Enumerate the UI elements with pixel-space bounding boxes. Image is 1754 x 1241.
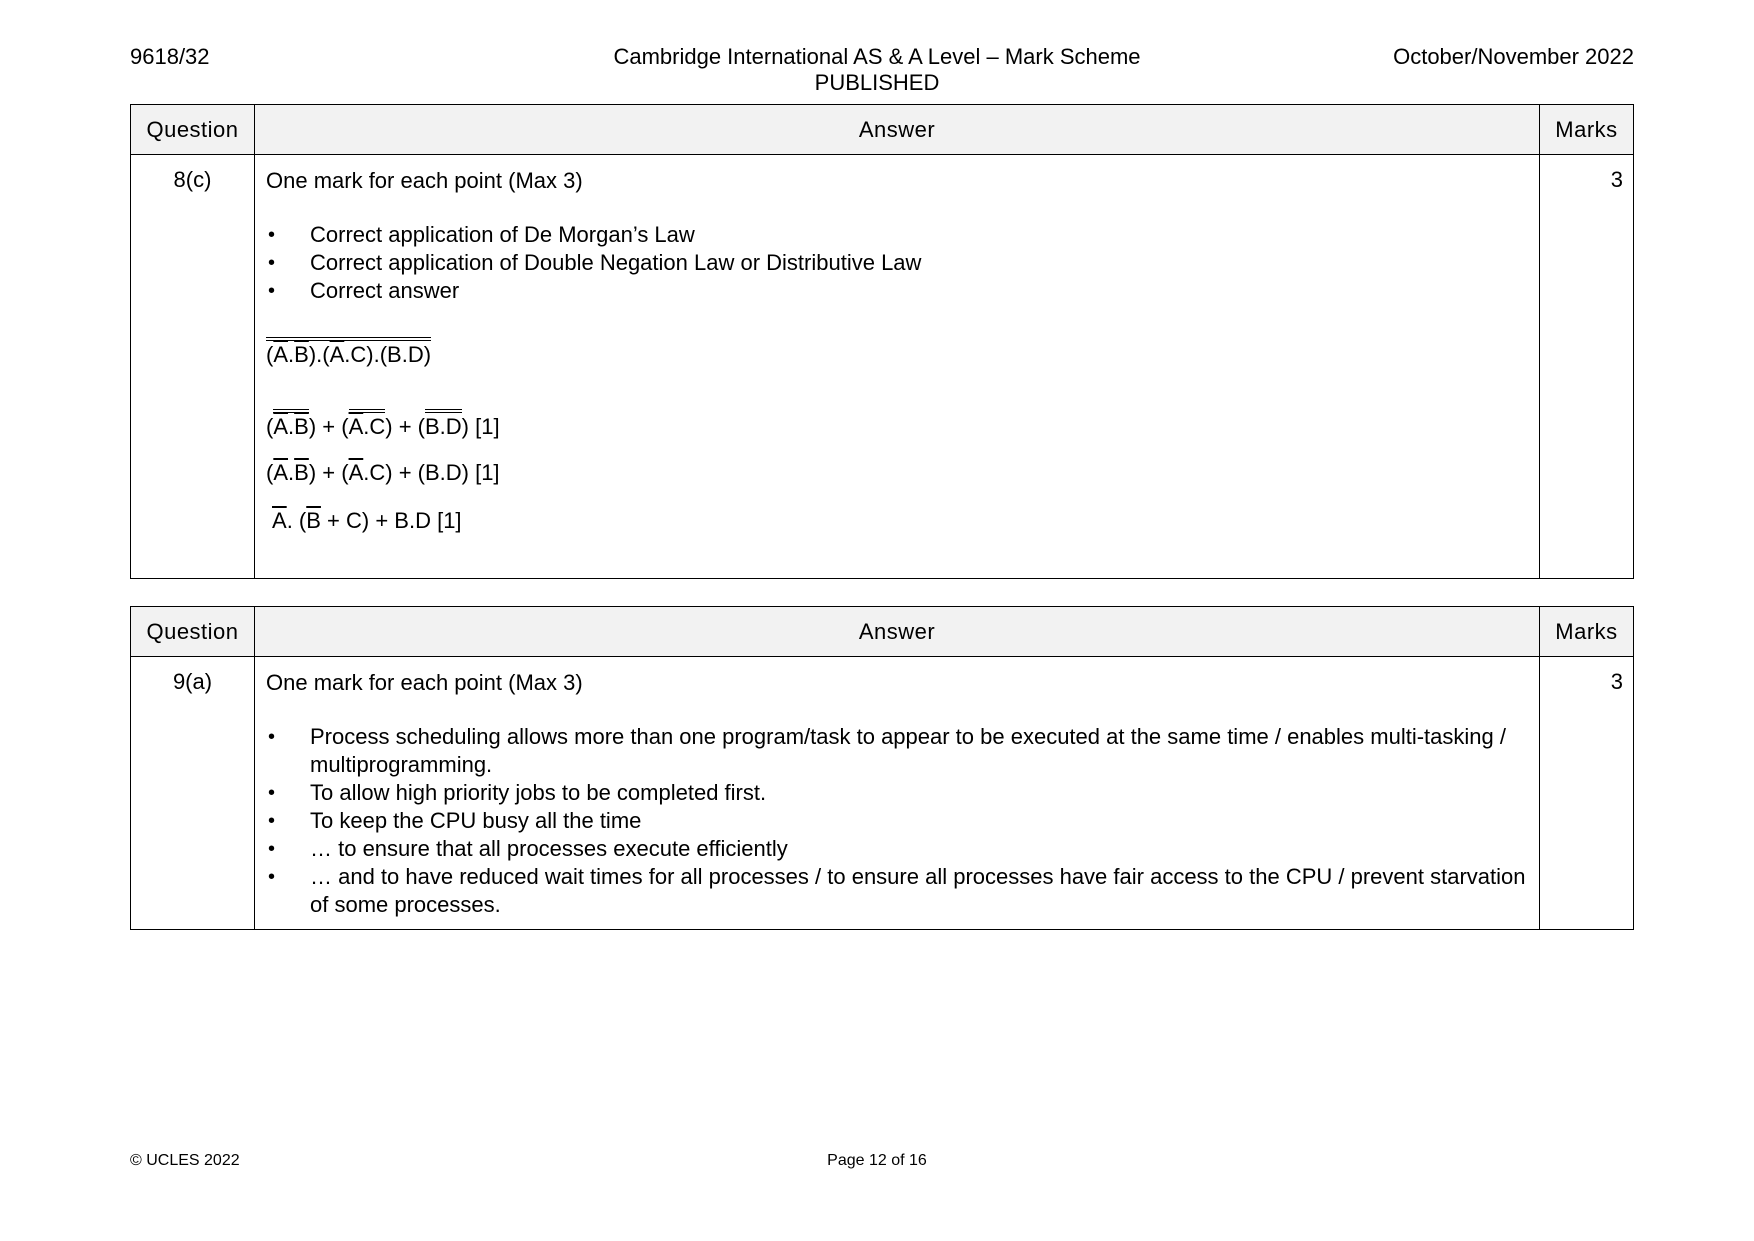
list-item: • … and to have reduced wait times for all processes / to ensure all processes have fair access to the CPU / prevent starvation of some processes. xyxy=(266,863,1529,919)
table-row xyxy=(131,155,1634,579)
question-header: Question xyxy=(131,607,255,657)
mark-scheme-table-9a xyxy=(130,606,1634,930)
answer-cell xyxy=(255,155,1540,579)
answer-cell xyxy=(255,657,1540,930)
mark-points-list xyxy=(266,221,1529,305)
overbar-group: B.D xyxy=(425,409,462,438)
exam-session: October/November 2022 xyxy=(1393,44,1634,69)
list-item: • Correct application of Double Negation Law or Distributive Law xyxy=(266,249,1529,277)
page-number: Page 12 of 16 xyxy=(827,1152,927,1169)
list-item: • Process scheduling allows more than one program/task to appear to be executed at the same time / enables multi-tasking / multiprogramming. xyxy=(266,723,1529,779)
overbar-group: $(\overline{A}.\overline{B}).(\overline{A}.C).(B.D)$ xyxy=(266,337,431,366)
overbar-group: $\overline{A}.C$ xyxy=(349,409,386,438)
answer-header: Answer xyxy=(255,105,1540,155)
marks-value: 3 xyxy=(1540,155,1634,579)
question-number: 9(a) xyxy=(131,657,255,930)
list-item: • To keep the CPU busy all the time xyxy=(266,807,1529,835)
list-item: • Correct answer xyxy=(266,277,1529,305)
question-number: 8(c) xyxy=(131,155,255,579)
marks-header: Marks xyxy=(1540,607,1634,657)
marks-value: 3 xyxy=(1540,657,1634,930)
mark-points-list xyxy=(266,723,1529,919)
list-item: • To allow high priority jobs to be completed first. xyxy=(266,779,1529,807)
list-item: • Correct application of De Morgan’s Law xyxy=(266,221,1529,249)
title-line: Cambridge International AS & A Level – Mark Scheme xyxy=(613,44,1141,69)
answer-intro: One mark for each point (Max 3) xyxy=(266,168,583,193)
paper-code: 9618/32 xyxy=(130,44,210,69)
copyright-notice: © UCLES 2022 xyxy=(130,1152,240,1169)
overbar-group: $\overline{A}.\overline{B}$ xyxy=(273,409,309,438)
list-item: • … to ensure that all processes execute efficiently xyxy=(266,835,1529,863)
table-row xyxy=(131,657,1634,930)
marks-header: Marks xyxy=(1540,105,1634,155)
answer-header: Answer xyxy=(255,607,1540,657)
subtitle-line: PUBLISHED xyxy=(814,70,940,95)
mark-scheme-table-8c xyxy=(130,104,1634,579)
boolean-expression-step-1: $(\overline{A}.\overline{B}) + (\overline{A}.C) + (B.D)$ [1] xyxy=(266,409,1529,441)
question-header: Question xyxy=(131,105,255,155)
boolean-expression-original xyxy=(266,337,1529,369)
boolean-expression-step-2: $(\overline{A}.\overline{B}) + (\overline{A}.C) + (B.D)$ [1] xyxy=(266,460,500,485)
table-header-row xyxy=(131,607,1634,657)
table-header-row xyxy=(131,105,1634,155)
boolean-expression-answer: $\overline{A}$. $(\overline{B} + C) + B.D$ [1] xyxy=(272,508,462,533)
answer-intro: One mark for each point (Max 3) xyxy=(266,670,583,695)
